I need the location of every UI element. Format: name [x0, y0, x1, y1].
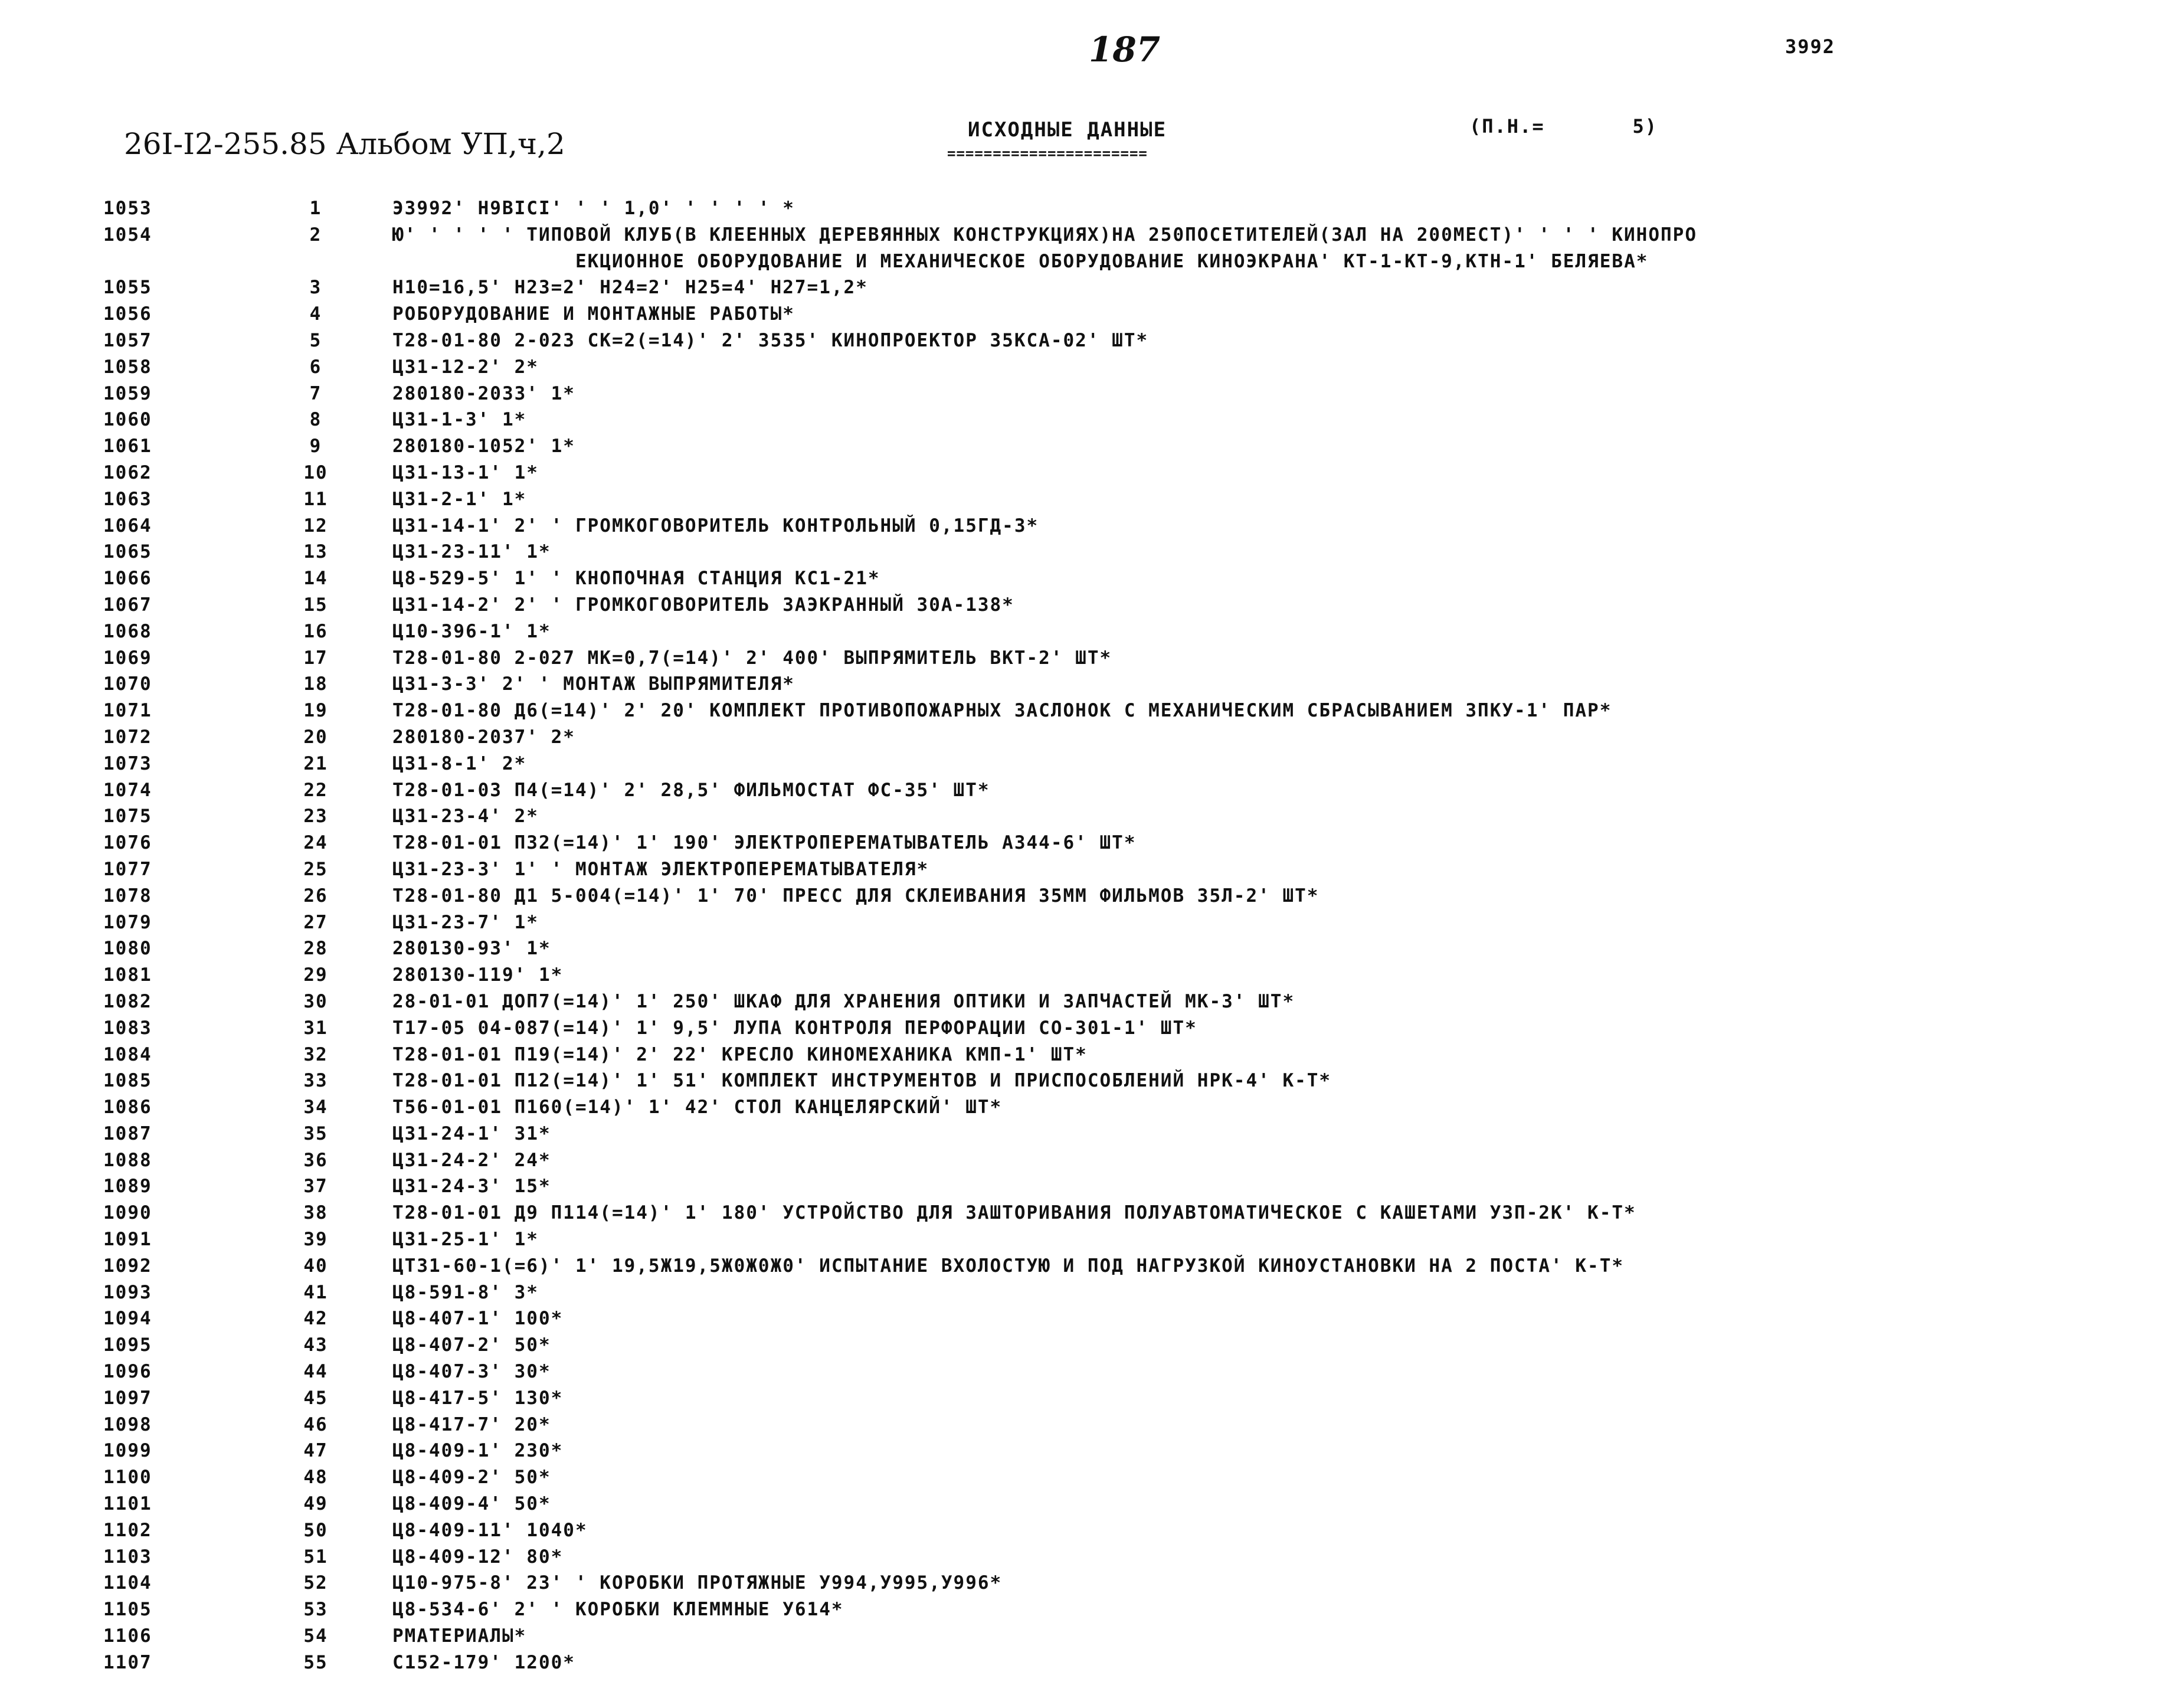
- record-text: Ц10-396-1' 1*: [392, 620, 551, 642]
- sequence-number: 29: [303, 964, 328, 986]
- sequence-number: 2: [309, 224, 322, 246]
- line-number: 1069: [103, 647, 152, 669]
- sequence-number: 24: [303, 832, 328, 854]
- record-text-continuation: ЕКЦИОННОЕ ОБОРУДОВАНИЕ И МЕХАНИЧЕСКОЕ ОБОРУДОВАНИЕ КИНОЭКРАНА' КТ-1-КТ-9,КТН-1' БЕЛЯЕВА*: [575, 250, 1649, 272]
- line-number: 1090: [103, 1202, 152, 1224]
- line-number: 1056: [103, 303, 152, 325]
- line-number: 1089: [103, 1176, 152, 1197]
- listing-row: [103, 568, 2110, 594]
- handwritten-page-number: 187: [1089, 30, 1161, 70]
- record-text: Ц10-975-8' 23' ' КОРОБКИ ПРОТЯЖНЫЕ У994,У995,У996*: [392, 1572, 1003, 1594]
- sequence-number: 48: [303, 1467, 328, 1488]
- line-number: 1083: [103, 1017, 152, 1039]
- record-text: С152-179' 1200*: [392, 1651, 575, 1673]
- line-number: 1098: [103, 1413, 152, 1435]
- line-number: 1059: [103, 382, 152, 404]
- record-text: Ц8-409-12' 80*: [392, 1546, 564, 1568]
- record-text: Ц8-407-1' 100*: [392, 1308, 564, 1330]
- record-text: Ц31-1-3' 1*: [392, 409, 527, 431]
- sequence-number: 27: [303, 911, 328, 933]
- listing-row: [103, 1255, 2110, 1282]
- listing-row: [103, 806, 2110, 832]
- record-text: Ц8-417-5' 130*: [392, 1387, 564, 1409]
- line-number: 1084: [103, 1043, 152, 1065]
- record-text: Ц31-23-11' 1*: [392, 541, 551, 563]
- line-number: 1091: [103, 1229, 152, 1251]
- sequence-number: 34: [303, 1097, 328, 1118]
- record-text: Ц31-8-1' 2*: [392, 752, 527, 774]
- listing-row: [103, 330, 2110, 356]
- listing-row: [103, 409, 2110, 436]
- param-pn: (П.Н.= 5): [1469, 115, 1658, 138]
- record-text: Ц31-23-3' 1' ' МОНТАЖ ЭЛЕКТРОПЕРЕМАТЫВАТЕЛЯ*: [392, 858, 929, 880]
- record-text: Ц8-409-4' 50*: [392, 1493, 551, 1515]
- line-number: 1093: [103, 1281, 152, 1303]
- sequence-number: 23: [303, 806, 328, 827]
- record-text: Э3992' Н9ВIСI' ' ' 1,0' ' ' ' ' *: [392, 198, 795, 219]
- record-text: Ц31-2-1' 1*: [392, 488, 527, 510]
- record-text: Ц31-14-2' 2' ' ГРОМКОГОВОРИТЕЛЬ ЗАЭКРАННЫЙ 30А-138*: [392, 594, 1014, 616]
- record-text: Ц8-534-6' 2' ' КОРОБКИ КЛЕММНЫЕ У614*: [392, 1599, 844, 1621]
- listing-row: [103, 1229, 2110, 1255]
- listing-row: [103, 1467, 2110, 1493]
- listing-row: [103, 1150, 2110, 1176]
- sequence-number: 21: [303, 752, 328, 774]
- line-number: 1101: [103, 1493, 152, 1515]
- sequence-number: 30: [303, 990, 328, 1012]
- record-text: Ю' ' ' ' ' ТИПОВОЙ КЛУБ(В КЛЕЕННЫХ ДЕРЕВЯННЫХ КОНСТРУКЦИЯХ)НА 250ПОСЕТИТЕЛЕЙ(ЗАЛ НА 200МЕСТ)' ' ' ' КИНОПРО: [392, 224, 1698, 246]
- sequence-number: 52: [303, 1572, 328, 1594]
- sequence-number: 40: [303, 1255, 328, 1277]
- line-number: 1062: [103, 462, 152, 483]
- record-text: Ц31-25-1' 1*: [392, 1229, 539, 1251]
- listing-row: [103, 277, 2110, 303]
- record-text: Ц31-24-2' 24*: [392, 1149, 551, 1171]
- sequence-number: 8: [309, 409, 322, 431]
- record-text: ЦТ31-60-1(=6)' 1' 19,5Ж19,5Ж0Ж0Ж0' ИСПЫТАНИЕ ВХОЛОСТУЮ И ПОД НАГРУЗКОЙ КИНОУСТАНОВКИ НА 2 ПОСТА' К-Т*: [392, 1255, 1625, 1277]
- sequence-number: 50: [303, 1519, 328, 1541]
- sequence-number: 16: [303, 620, 328, 642]
- listing-row: [103, 753, 2110, 780]
- record-text: РОБОРУДОВАНИЕ И МОНТАЖНЫЕ РАБОТЫ*: [392, 303, 795, 325]
- listing-row: [103, 832, 2110, 859]
- listing-row: [103, 1097, 2110, 1123]
- sequence-number: 26: [303, 885, 328, 907]
- sequence-number: 43: [303, 1334, 328, 1356]
- sequence-number: 36: [303, 1149, 328, 1171]
- sequence-number: 55: [303, 1651, 328, 1673]
- listing-row: [103, 1123, 2110, 1150]
- line-number: 1080: [103, 938, 152, 960]
- record-text: Т28-01-03 П4(=14)' 2' 28,5' ФИЛЬМОСТАТ ФС-35' ШТ*: [392, 779, 990, 801]
- line-number: 1102: [103, 1519, 152, 1541]
- record-text: Ц31-14-1' 2' ' ГРОМКОГОВОРИТЕЛЬ КОНТРОЛЬНЫЙ 0,15ГД-3*: [392, 515, 1039, 536]
- sequence-number: 28: [303, 938, 328, 960]
- record-text: Ц31-23-4' 2*: [392, 806, 539, 827]
- line-number: 1076: [103, 832, 152, 854]
- sequence-number: 39: [303, 1229, 328, 1251]
- listing-row: [103, 198, 2110, 224]
- sequence-number: 51: [303, 1546, 328, 1568]
- listing-row: [103, 938, 2110, 964]
- sequence-number: 20: [303, 726, 328, 748]
- listing-row: [103, 515, 2110, 542]
- listing-row: [103, 224, 2110, 277]
- listing-row: [103, 1308, 2110, 1334]
- record-text: Ц8-529-5' 1' ' КНОПОЧНАЯ СТАНЦИЯ КС1-21*: [392, 568, 880, 590]
- record-text: Ц31-13-1' 1*: [392, 462, 539, 483]
- line-number: 1054: [103, 224, 152, 246]
- record-text: Т28-01-01 П32(=14)' 1' 190' ЭЛЕКТРОПЕРЕМАТЫВАТЕЛЬ А344-6' ШТ*: [392, 832, 1137, 854]
- listing-row: [103, 1520, 2110, 1546]
- sheet-number: 3992: [1785, 35, 1836, 58]
- listing: [103, 198, 2110, 1678]
- record-text: Ц8-407-3' 30*: [392, 1361, 551, 1383]
- line-number: 1067: [103, 594, 152, 616]
- record-text: Т28-01-01 П19(=14)' 2' 22' КРЕСЛО КИНОМЕХАНИКА КМП-1' ШТ*: [392, 1043, 1088, 1065]
- listing-row: [103, 700, 2110, 727]
- sequence-number: 5: [309, 329, 322, 351]
- record-text: 280180-1052' 1*: [392, 436, 575, 457]
- line-number: 1078: [103, 885, 152, 907]
- listing-row: [103, 1017, 2110, 1044]
- line-number: 1079: [103, 911, 152, 933]
- record-text: Т17-05 04-087(=14)' 1' 9,5' ЛУПА КОНТРОЛЯ ПЕРФОРАЦИИ СО-301-1' ШТ*: [392, 1017, 1197, 1039]
- line-number: 1073: [103, 752, 152, 774]
- record-text: Ц31-23-7' 1*: [392, 911, 539, 933]
- line-number: 1107: [103, 1651, 152, 1673]
- listing-row: [103, 1282, 2110, 1308]
- page-title: ИСХОДНЫЕ ДАННЫЕ: [968, 118, 1167, 142]
- sequence-number: 46: [303, 1413, 328, 1435]
- listing-row: [103, 673, 2110, 700]
- record-text: Т56-01-01 П160(=14)' 1' 42' СТОЛ КАНЦЕЛЯРСКИЙ' ШТ*: [392, 1097, 1003, 1118]
- line-number: 1055: [103, 277, 152, 299]
- sequence-number: 42: [303, 1308, 328, 1330]
- listing-row: [103, 1334, 2110, 1361]
- line-number: 1075: [103, 806, 152, 827]
- sequence-number: 33: [303, 1070, 328, 1092]
- line-number: 1053: [103, 198, 152, 219]
- record-text: Т28-01-01 Д9 П114(=14)' 1' 180' УСТРОЙСТВО ДЛЯ ЗАШТОРИВАНИЯ ПОЛУАВТОМАТИЧЕСКОЕ С КАШЕТАМИ УЗП-2К' К-Т*: [392, 1202, 1636, 1224]
- sequence-number: 49: [303, 1493, 328, 1515]
- sequence-number: 25: [303, 858, 328, 880]
- sequence-number: 44: [303, 1361, 328, 1383]
- line-number: 1085: [103, 1070, 152, 1092]
- sequence-number: 7: [309, 382, 322, 404]
- sequence-number: 19: [303, 700, 328, 722]
- record-text: Ц8-409-2' 50*: [392, 1467, 551, 1488]
- line-number: 1063: [103, 488, 152, 510]
- sequence-number: 6: [309, 356, 322, 378]
- sequence-number: 1: [309, 198, 322, 219]
- listing-row: [103, 1599, 2110, 1625]
- listing-row: [103, 885, 2110, 912]
- line-number: 1106: [103, 1625, 152, 1647]
- line-number: 1096: [103, 1361, 152, 1383]
- listing-row: [103, 1414, 2110, 1441]
- record-text: Ц8-417-7' 20*: [392, 1413, 551, 1435]
- sequence-number: 31: [303, 1017, 328, 1039]
- album-designation: 26I-I2-255.85 Альбом УП,ч,2: [124, 127, 565, 161]
- listing-row: [103, 647, 2110, 674]
- record-text: Ц8-409-11' 1040*: [392, 1519, 588, 1541]
- listing-row: [103, 1546, 2110, 1573]
- line-number: 1057: [103, 329, 152, 351]
- sequence-number: 10: [303, 462, 328, 483]
- listing-row: [103, 621, 2110, 647]
- line-number: 1061: [103, 436, 152, 457]
- sequence-number: 54: [303, 1625, 328, 1647]
- sequence-number: 4: [309, 303, 322, 325]
- listing-row: [103, 1652, 2110, 1678]
- line-number: 1066: [103, 568, 152, 590]
- sequence-number: 35: [303, 1123, 328, 1144]
- line-number: 1070: [103, 673, 152, 695]
- listing-row: [103, 780, 2110, 806]
- record-text: Ц8-407-2' 50*: [392, 1334, 551, 1356]
- line-number: 1060: [103, 409, 152, 431]
- sequence-number: 37: [303, 1176, 328, 1197]
- listing-row: [103, 727, 2110, 753]
- line-number: 1104: [103, 1572, 152, 1594]
- record-text: 280130-119' 1*: [392, 964, 564, 986]
- listing-row: [103, 594, 2110, 621]
- listing-row: [103, 1361, 2110, 1388]
- listing-row: [103, 1044, 2110, 1071]
- sequence-number: 41: [303, 1281, 328, 1303]
- line-number: 1105: [103, 1599, 152, 1621]
- listing-row: [103, 383, 2110, 410]
- record-text: Ц31-24-1' 31*: [392, 1123, 551, 1144]
- title-underline: ======================: [947, 145, 1148, 162]
- sequence-number: 12: [303, 515, 328, 536]
- line-number: 1095: [103, 1334, 152, 1356]
- record-text: Т28-01-80 Д1 5-004(=14)' 1' 70' ПРЕСС ДЛЯ СКЛЕИВАНИЯ 35ММ ФИЛЬМОВ 35Л-2' ШТ*: [392, 885, 1319, 907]
- listing-row: [103, 912, 2110, 938]
- line-number: 1077: [103, 858, 152, 880]
- record-text: Ц31-3-3' 2' ' МОНТАЖ ВЫПРЯМИТЕЛЯ*: [392, 673, 795, 695]
- line-number: 1094: [103, 1308, 152, 1330]
- line-number: 1082: [103, 990, 152, 1012]
- listing-row: [103, 859, 2110, 885]
- line-number: 1087: [103, 1123, 152, 1144]
- sequence-number: 47: [303, 1440, 328, 1462]
- line-number: 1081: [103, 964, 152, 986]
- record-text: 28-01-01 ДОП7(=14)' 1' 250' ШКАФ ДЛЯ ХРАНЕНИЯ ОПТИКИ И ЗАПЧАСТЕЙ МК-3' ШТ*: [392, 990, 1295, 1012]
- sequence-number: 11: [303, 488, 328, 510]
- line-number: 1088: [103, 1149, 152, 1171]
- record-text: Ц8-409-1' 230*: [392, 1440, 564, 1462]
- line-number: 1086: [103, 1097, 152, 1118]
- sequence-number: 3: [309, 277, 322, 299]
- listing-row: [103, 356, 2110, 383]
- record-text: Т28-01-80 2-023 СК=2(=14)' 2' 3535' КИНОПРОЕКТОР 35КСА-02' ШТ*: [392, 329, 1149, 351]
- line-number: 1074: [103, 779, 152, 801]
- record-text: Ц31-24-3' 15*: [392, 1176, 551, 1197]
- sequence-number: 13: [303, 541, 328, 563]
- listing-row: [103, 303, 2110, 330]
- record-text: Ц31-12-2' 2*: [392, 356, 539, 378]
- record-text: 280180-2037' 2*: [392, 726, 575, 748]
- sequence-number: 32: [303, 1043, 328, 1065]
- listing-row: [103, 1625, 2110, 1652]
- sequence-number: 45: [303, 1387, 328, 1409]
- sequence-number: 15: [303, 594, 328, 616]
- listing-row: [103, 1440, 2110, 1467]
- record-text: Н10=16,5' Н23=2' Н24=2' Н25=4' Н27=1,2*: [392, 277, 868, 299]
- sequence-number: 22: [303, 779, 328, 801]
- sequence-number: 9: [309, 436, 322, 457]
- line-number: 1064: [103, 515, 152, 536]
- line-number: 1058: [103, 356, 152, 378]
- record-text: Т28-01-80 Д6(=14)' 2' 20' КОМПЛЕКТ ПРОТИВОПОЖАРНЫХ ЗАСЛОНОК С МЕХАНИЧЕСКИМ СБРАСЫВАНИЕМ ЗПКУ-1' ПАР*: [392, 700, 1612, 722]
- listing-row: [103, 1388, 2110, 1414]
- listing-row: [103, 1176, 2110, 1202]
- record-text: РМАТЕРИАЛЫ*: [392, 1625, 527, 1647]
- line-number: 1068: [103, 620, 152, 642]
- record-text: Т28-01-01 П12(=14)' 1' 51' КОМПЛЕКТ ИНСТРУМЕНТОВ И ПРИСПОСОБЛЕНИЙ НРК-4' К-Т*: [392, 1070, 1332, 1092]
- listing-row: [103, 1572, 2110, 1599]
- listing-row: [103, 1202, 2110, 1229]
- record-text: Т28-01-80 2-027 МК=0,7(=14)' 2' 400' ВЫПРЯМИТЕЛЬ ВКТ-2' ШТ*: [392, 647, 1112, 669]
- listing-row: [103, 489, 2110, 515]
- sequence-number: 14: [303, 568, 328, 590]
- listing-row: [103, 964, 2110, 991]
- sequence-number: 17: [303, 647, 328, 669]
- line-number: 1072: [103, 726, 152, 748]
- sequence-number: 18: [303, 673, 328, 695]
- line-number: 1103: [103, 1546, 152, 1568]
- listing-row: [103, 541, 2110, 568]
- line-number: 1065: [103, 541, 152, 563]
- line-number: 1097: [103, 1387, 152, 1409]
- record-text: 280180-2033' 1*: [392, 382, 575, 404]
- record-text: Ц8-591-8' 3*: [392, 1281, 539, 1303]
- record-text: 280130-93' 1*: [392, 938, 551, 960]
- line-number: 1092: [103, 1255, 152, 1277]
- listing-row: [103, 1070, 2110, 1097]
- sequence-number: 53: [303, 1599, 328, 1621]
- line-number: 1099: [103, 1440, 152, 1462]
- listing-row: [103, 436, 2110, 462]
- line-number: 1071: [103, 700, 152, 722]
- listing-row: [103, 462, 2110, 489]
- listing-row: [103, 991, 2110, 1017]
- listing-row: [103, 1493, 2110, 1520]
- sequence-number: 38: [303, 1202, 328, 1224]
- line-number: 1100: [103, 1467, 152, 1488]
